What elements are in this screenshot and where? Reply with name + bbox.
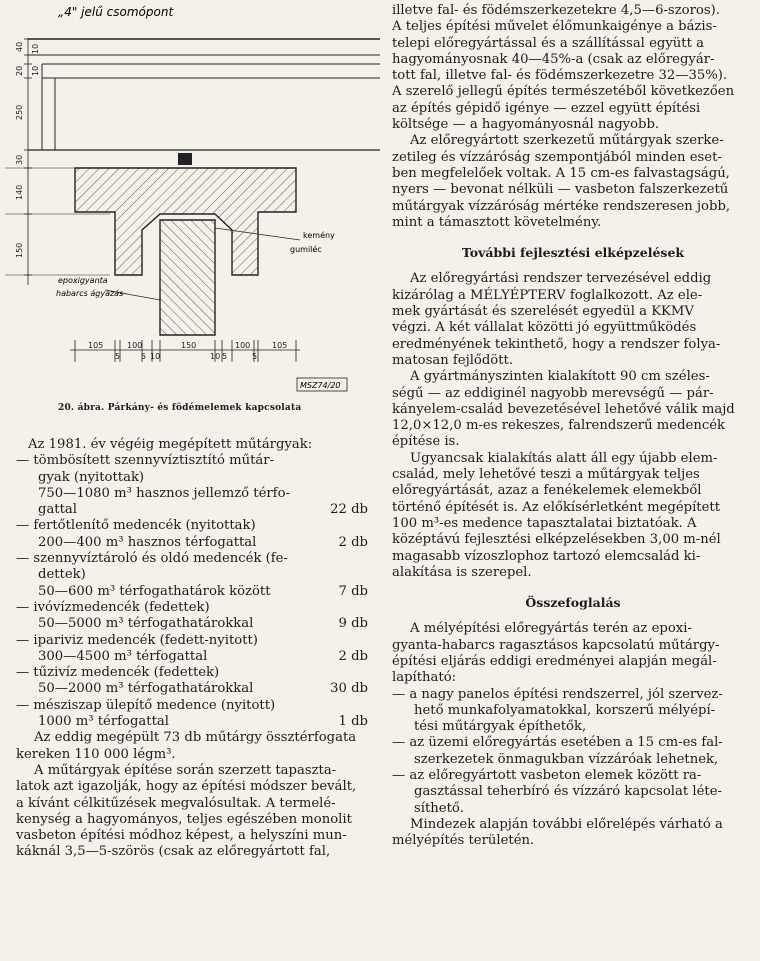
hdim-9: 5 bbox=[252, 352, 258, 361]
list-item: — mésziszap ülepítő medence (nyitott) 1000 m³ térfogattal 1 db bbox=[16, 697, 368, 730]
figure-caption: 20. ábra. Párkány- és födémelemek kapcsolata bbox=[58, 403, 302, 413]
hdim-8: 100 bbox=[235, 341, 251, 350]
hdim-5: 150 bbox=[181, 341, 197, 350]
paragraph: A gyártmányszinten kialakított 90 cm széles- ségű — az eddiginél nagyobb merevségű — pár- kányelem-család bevezetésével lehetővé válik majd 12,0×12,0 m-es rekeszes, falrendszerű medencék építése is. bbox=[392, 369, 735, 450]
paragraph: Az előregyártási rendszer tervezésével eddig kizárólag a MÉLYÉPTERV foglalkozott. Az ele- mek gyártását és szerelését egyedül a KKMV végzi. A két vállalat közötti jó együttműködés eredményének tekinthető, hogy a rendszer folya- matosan fejlődött. bbox=[392, 271, 721, 368]
count: 22 db bbox=[330, 502, 368, 518]
label-epoxy-2: habarcs ágyazás bbox=[56, 289, 124, 298]
vdim-2: 20 bbox=[15, 65, 24, 76]
intro-line: Az 1981. év végéig megépített műtárgyak: bbox=[28, 437, 313, 452]
count: 9 db bbox=[338, 616, 368, 632]
hdim-10: 105 bbox=[272, 341, 288, 350]
paragraph: Mindezek alapján további előrelépés várható a mélyépítés területén. bbox=[392, 816, 723, 849]
label-rubber-2: gumiléc bbox=[290, 245, 322, 254]
paragraph: Az eddig megépült 73 db műtárgy össztérfogata kereken 110 000 légm³. bbox=[16, 730, 357, 762]
node-title: „4" jelű csomópont bbox=[58, 5, 174, 19]
vdim-1: 10 bbox=[31, 43, 40, 54]
bullet-item: — az előregyártott vasbeton elemek között ra- gasztással teherbíró és vízzáró kapcsolat léte- síthető. bbox=[392, 768, 722, 816]
hdim-3: 5 bbox=[141, 352, 147, 361]
list-item: — fertőtlenítő medencék (nyitottak) 200—400 m³ hasznos térfogattal 2 db bbox=[16, 518, 368, 550]
count: 2 db bbox=[338, 534, 368, 550]
paragraph: Ugyancsak kialakítás alatt áll egy újabb elem- család, mely lehetővé teszi a műtárgyak teljes előregyártását, azaz a fenékelemek elemekből történő építését is. Az előkísérletként megépített 100 m³-es medence tapasztalatai biztatóak. A középtávú fejlesztési elképzelésekben 3,00 m-nél magasabb vízoszlophoz tartozó elemcsalád ki- alakítása is szerepel. bbox=[392, 450, 721, 580]
joint-detail-figure bbox=[0, 0, 380, 400]
heading-further-development: További fejlesztési elképzelések bbox=[461, 245, 685, 261]
left-text bbox=[16, 437, 368, 861]
standard-label: MSZ74/20 bbox=[300, 381, 341, 390]
label-rubber-1: kemény bbox=[303, 231, 335, 240]
paragraph: illetve fal- és födémszerkezetekre 4,5—6-szoros). A teljes építési művelet élőmunkaigénye a bázis- telepi előregyártással és a szállítással együtt a hagyományosnak 40—45%-a (csak az előregyár- tott fal, illetve fal- és födémszerkezetre 32—35%). A szerelő jellegű építés természetéből következően az építés gépidő igénye — ezzel együtt építési költsége — a hagyományosnál nagyobb. bbox=[392, 3, 735, 133]
paragraph: A műtárgyak építése során szerzett tapaszta- latok azt igazolják, hogy az építési módszer bevált, a kívánt célkitűzések megvalósultak. A termelé- kenység a hagyományos, teljes egészében monolit vasbeton építési módhoz képest, a helyszíni mun- káknál 3,5—5-szörös (csak az előregyártott fal, bbox=[16, 762, 357, 860]
top-slab bbox=[28, 39, 380, 150]
hdim-7: 5 bbox=[222, 352, 228, 361]
hdim-2: 100 bbox=[127, 341, 143, 350]
bullet-item: — a nagy panelos építési rendszerrel, jól szervez- hető munkafolyamatokkal, korszerű mélyépí- tési műtárgyak építhetők, bbox=[392, 686, 723, 735]
hdim-4: 10 bbox=[150, 352, 161, 361]
hdim-1: 5 bbox=[115, 352, 121, 361]
list-item: — ivóvízmedencék (fedettek) 50—5000 m³ térfogathatárokkal 9 db bbox=[16, 599, 368, 632]
list-item: — ipariviz medencék (fedett-nyitott) 300—4500 m³ térfogattal 2 db bbox=[16, 632, 368, 664]
count: 7 db bbox=[338, 583, 368, 599]
vdim-6: 140 bbox=[15, 184, 24, 200]
vdim-0: 40 bbox=[15, 41, 24, 52]
list-item: — tömbösített szennyvíztisztító műtár- gyak (nyitottak) 750—1080 m³ hasznos jellemző térfo- gattal 22 db bbox=[16, 453, 368, 518]
vdim-7: 150 bbox=[15, 242, 24, 258]
vdim-3: 10 bbox=[31, 65, 40, 76]
hdim-6: 10 bbox=[210, 352, 221, 361]
label-epoxy-1: epoxigyanta bbox=[58, 276, 108, 285]
list-item: — tűzivíz medencék (fedettek) 50—2000 m³ térfogathatárokkal 30 db bbox=[16, 665, 368, 697]
list-item: — szennyvíztároló és oldó medencék (fe- dettek) 50—600 m³ térfogathatárok között 7 db bbox=[16, 551, 368, 599]
paragraph: A mélyépítési előregyártás terén az epoxi- gyanta-habarcs ragasztásos kapcsolatú műtárgy- építési eljárás eddigi eredményei alapján megál- lapítható: bbox=[392, 621, 720, 686]
bullet-item: — az üzemi előregyártás esetében a 15 cm-es fal- szerkezetek önmagukban vízzáróak lehetnek, bbox=[392, 735, 723, 767]
vdim-5: 30 bbox=[15, 154, 24, 165]
hdim-0: 105 bbox=[88, 341, 104, 350]
heading-summary: Összefoglalás bbox=[525, 595, 621, 611]
paragraph: Az előregyártott szerkezetű műtárgyak szerke- zetileg és vízzáróság szempontjából minden eset- ben megfelelőek voltak. A 15 cm-es falvastagságú, nyers — bevonat nélküli — vasbeton falszerkezetű műtárgyak vízzáróság mértéke rendszeresen jobb, mint a támasztott követelmény. bbox=[392, 133, 731, 230]
wall-element bbox=[160, 220, 215, 335]
count: 1 db bbox=[338, 714, 368, 730]
right-column bbox=[392, 3, 754, 850]
vdim-4: 250 bbox=[15, 104, 24, 120]
count: 2 db bbox=[338, 648, 368, 664]
count: 30 db bbox=[330, 681, 368, 697]
